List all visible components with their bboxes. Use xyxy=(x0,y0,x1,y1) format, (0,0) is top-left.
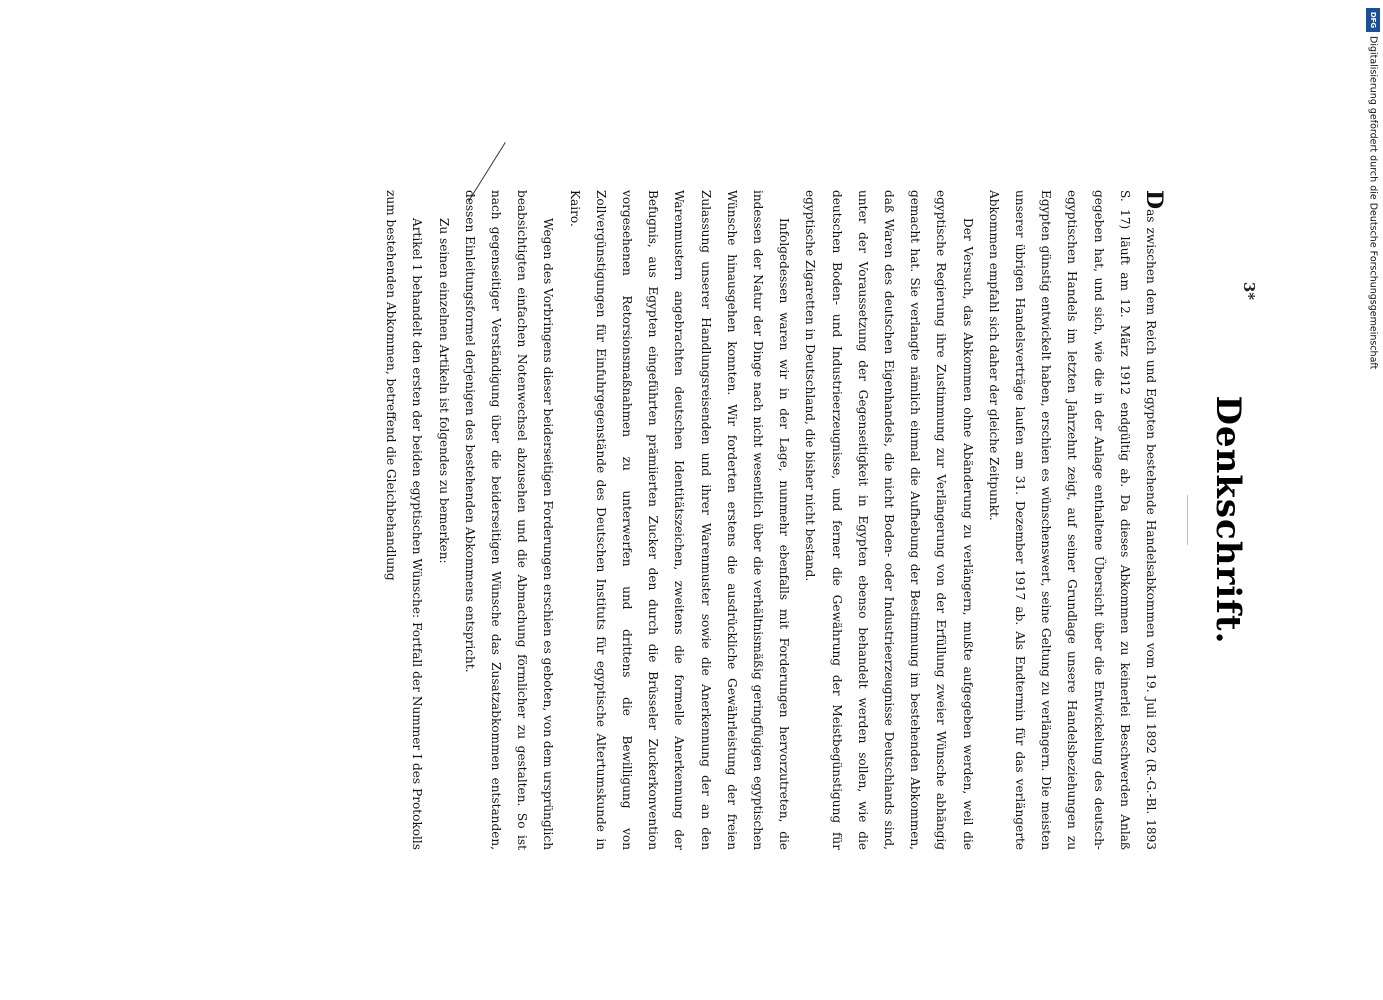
dfg-logo xyxy=(1366,8,1380,32)
paragraph-text: Wegen des Vorbringens dieser beiderseitigen Forderungen erschien es geboten, von dem ursprünglich beabsichtigten einfachen Notenwechsel abzusehen und die Abmachung förmlicher zu gestalten. So ist nach gegenseitiger Verständigung über die beiderseitigen Wünsche das Zusatzabkommen entstanden, dessen Einleitungsformel derjenigen des bestehenden Abkommens entspricht. xyxy=(462,190,556,850)
paragraph xyxy=(430,190,456,850)
paragraph-text: as zwischen dem Reich und Egypten bestehende Handelsabkommen vom 19. Juli 1892 (R.-G.-Bl. 1893 S. 17) läuft am 12. März 1912 endgültig ab. Da dieses Abkommen zu keinerlei Beschwerden Anlaß gegeben hat, und sich, wie die in der Anlage enthaltene Übersicht über die Entwickelung des deutsch-egyptischen Handels im letzten Jahrzehnt zeigt, auf seiner Grundlage unsere Handelsbeziehungen zu Egypten günstig entwickelt haben, erschien es wünschenswert, seine Geltung zu verlängern. Die meisten unserer übrigen Handelsverträge laufen am 31. Dezember 1917 ab. Als Endtermin für das verlängerte Abkommen empfahl sich daher der gleiche Zeitpunkt. xyxy=(986,190,1158,850)
paragraph xyxy=(981,190,1165,850)
document-title: Denkschrift. xyxy=(1208,395,1248,645)
paragraph xyxy=(561,190,797,850)
paragraph xyxy=(457,190,562,850)
title-divider xyxy=(1187,495,1188,545)
rotated-text-block xyxy=(384,190,1248,850)
paragraph-text: Artikel 1 behandelt den ersten der beiden egyptischen Wünsche: Fortfall der Nummer I des Protokolls zum bestehenden Abkommen, betreffend die Gleichbehandlung xyxy=(384,190,425,850)
paragraph-text: Infolgedessen waren wir in der Lage, nunmehr ebenfalls mit Forderungen hervorzutreten, die indessen der Natur der Dinge nach nicht wesentlich über die verhältnismäßig geringfügigen egyptischen Wünsche hinausgehen konnten. Wir forderten erstens die ausdrückliche Gewährleistung der freien Zulassung unserer Handlungsreisenden und ihrer Warenmuster sowie die Anerkennung der an den Warenmustern angebrachten deutschen Identitätszeichen, zweitens die formelle Anerkennung der Befugnis, aus Egypten eingeführten prämiierten Zucker den durch die Brüsseler Zuckerkonvention vorgesehenen Retorsionsmaßnahmen zu unterwerfen und drittens die Bewilligung von Zollvergünstigungen für Einfuhrgegenstände des Deutschen Instituts für egyptische Altertumskunde in Kairo. xyxy=(567,190,792,850)
dfg-logo-text: DFG xyxy=(1369,11,1377,29)
paragraph xyxy=(378,190,430,850)
drop-cap: D xyxy=(1141,190,1167,210)
paragraph-text: Der Versuch, das Abkommen ohne Abänderung zu verlängern, mußte aufgegeben werden, weil die egyptische Regierung ihre Zustimmung zur Verlängerung von der Erfüllung zweier Wünsche abhängig gemacht hat. Sie verlangte nämlich einmal die Aufhebung der Bestimmung im bestehenden Abkommen, daß Waren des deutschen Eigenhandels, die nicht Boden- oder Industrieerzeugnisse Deutschlands sind, unter der Voraussetzung der Gegenseitigkeit in Egypten ebenso behandelt werden sollen, wie die deutschen Boden- und Industrieerzeugnisse, und ferner die Gewährung der Meistbegünstigung für egyptische Zigaretten in Deutschland, die bisher nicht bestand. xyxy=(803,190,975,850)
paragraph-text: Zu seinen einzelnen Artikeln ist folgendes zu bemerken: xyxy=(436,218,451,564)
paragraph xyxy=(797,190,980,850)
digitization-sidebar xyxy=(1366,8,1380,388)
page-number: 3* xyxy=(1240,281,1259,301)
digitization-notice: Digitalisierung gefördert durch die Deutsche Forschungsgemeinschaft xyxy=(1367,36,1379,370)
document-body xyxy=(378,190,1165,850)
